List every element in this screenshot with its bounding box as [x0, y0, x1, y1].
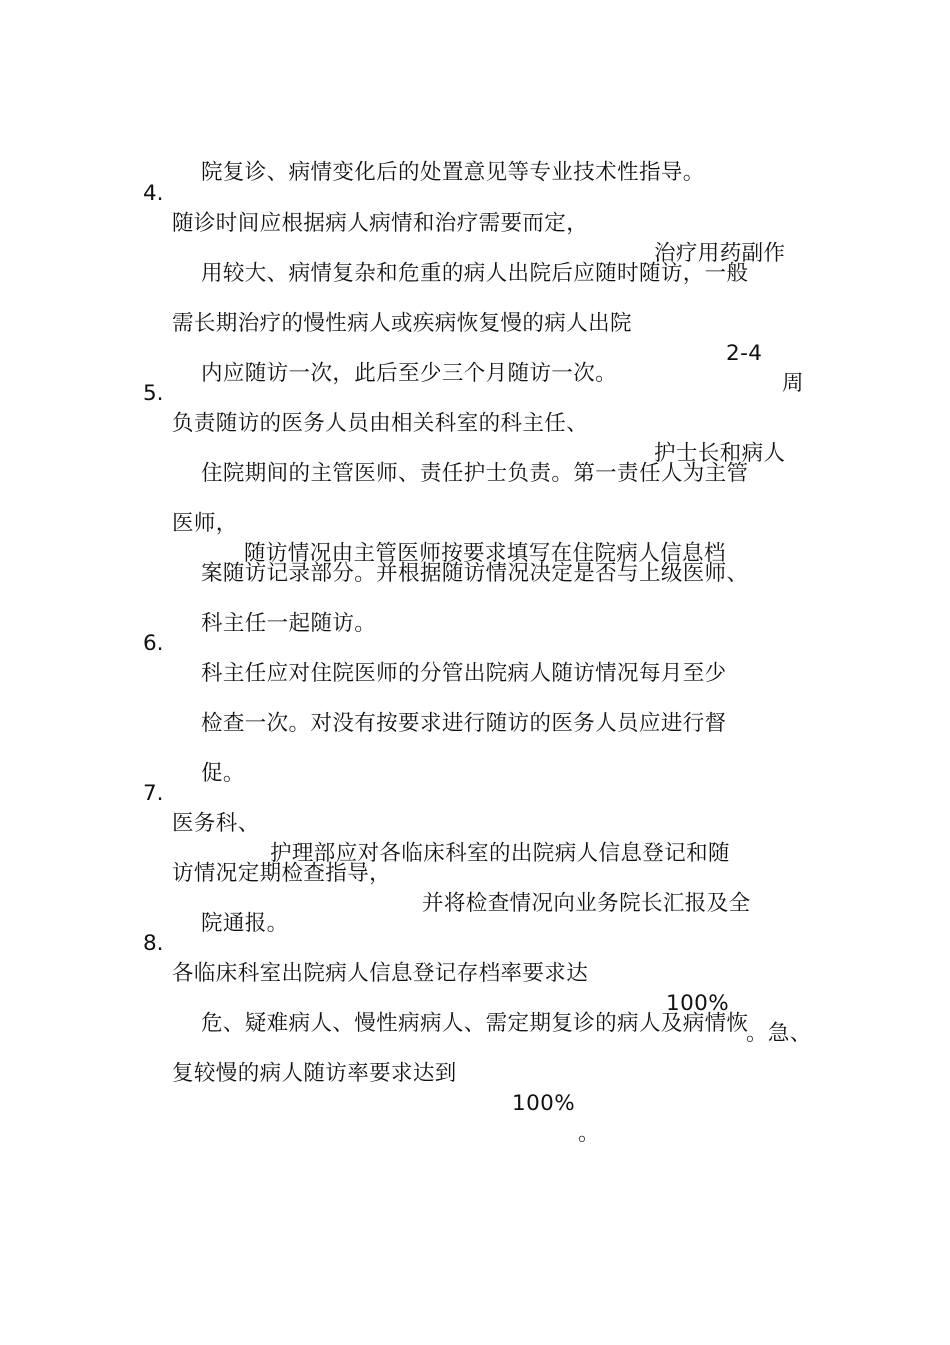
item-number: 6.: [143, 631, 164, 656]
text-segment: 医师，: [172, 511, 238, 536]
text-segment: 内应随访一次，此后至少三个月随访一次。: [200, 361, 618, 386]
text-segment: 医务科、: [172, 811, 260, 836]
text-line: [172, 679, 727, 769]
text-segment: 案随访记录部分。并根据随访情况决定是否与上级医师、: [200, 561, 749, 586]
text-segment: 随诊时间应根据病人病情和治疗需要而定，: [172, 211, 589, 236]
text-segment: 住院期间的主管医师、责任护士负责。第一责任人为主管: [200, 461, 749, 486]
text-segment: 院通报。: [200, 911, 289, 936]
text-segment: 周: [782, 371, 804, 396]
text-segment: 需长期治疗的慢性病人或疾病恢复慢的病人出院: [172, 311, 632, 336]
text-segment: 护理部应对各临床科室的出院病人信息登记和随: [270, 841, 730, 866]
text-segment: 各临床科室出院病人信息登记存档率要求达: [172, 961, 589, 986]
text-segment: 2-4: [726, 341, 763, 366]
text-segment: 院复诊、病情变化后的处置意见等专业技术性指导。: [200, 160, 705, 185]
text-line: [172, 1029, 812, 1179]
text-segment: 科主任应对住院医师的分管出院病人随访情况每月至少: [200, 661, 727, 686]
text-segment: 科主任一起随访。: [200, 611, 377, 636]
text-segment: 促。: [200, 761, 245, 786]
text-segment: 。急、: [746, 1021, 812, 1046]
item-number: 8.: [143, 931, 164, 956]
item-number: 4.: [143, 181, 164, 206]
text-segment: 治疗用药副作: [654, 241, 786, 266]
text-segment: 。: [578, 1121, 600, 1146]
text-segment: 护士长和病人: [654, 441, 786, 466]
text-segment: 随访情况由主管医师按要求填写在住院病人信息档: [244, 541, 726, 566]
text-segment: 危、疑难病人、慢性病病人、需定期复诊的病人及病情恢: [200, 1011, 749, 1036]
text-segment: 100%: [512, 1091, 576, 1116]
text-segment: 100%: [666, 991, 730, 1016]
text-segment: 用较大、病情复杂和危重的病人出院后应随时随访，一般: [200, 261, 749, 286]
text-segment: 负责随访的医务人员由相关科室的科主任、: [172, 411, 589, 436]
text-segment: 检查一次。对没有按要求进行随访的医务人员应进行督: [200, 711, 727, 736]
text-segment: 复较慢的病人随访率要求达到: [172, 1061, 457, 1086]
text-segment: 并将检查情况向业务院长汇报及全: [422, 891, 751, 916]
item-number: 7.: [143, 781, 164, 806]
text-segment: 访情况定期检查指导，: [172, 861, 392, 886]
item-number: 5.: [143, 381, 164, 406]
